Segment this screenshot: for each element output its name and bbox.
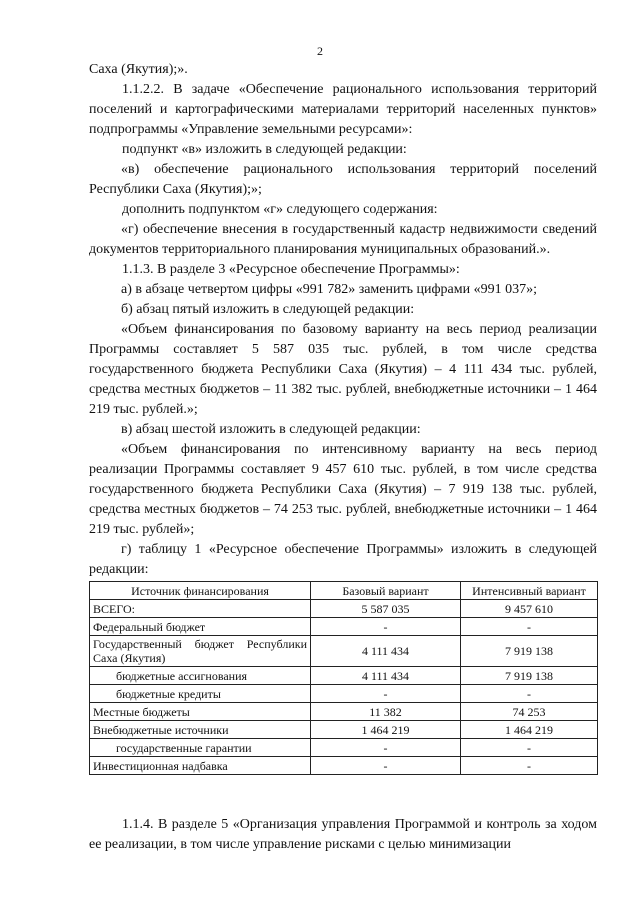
table-cell-base: - (311, 618, 461, 636)
table-header-base: Базовый вариант (311, 582, 461, 600)
table-cell-base: 4 111 434 (311, 667, 461, 685)
table-cell-source: бюджетные кредиты (90, 685, 311, 703)
spacer (89, 775, 597, 815)
funding-table (89, 581, 598, 775)
paragraph-1-1-2-2: 1.1.2.2. В задаче «Обеспечение рационального использования территорий поселений и картографическими материалами территорий населенных пунктов» подпрограммы «Управление земельными ресурсами»: (89, 82, 597, 137)
paragraph-subitem-v-text: «в) обеспечение рационального использования территорий поселений Республики Саха (Якутия);»; (89, 162, 597, 197)
table-cell-intensive: 9 457 610 (461, 600, 598, 618)
table-cell-intensive: 1 464 219 (461, 721, 598, 739)
paragraph-subitem-g-text: «г) обеспечение внесения в государственный кадастр недвижимости сведений документов территориального планирования муниципальных образований.». (89, 222, 597, 257)
table-cell-source: Инвестиционная надбавка (90, 757, 311, 775)
table-cell-base: 4 111 434 (311, 636, 461, 667)
paragraph-continuation: Саха (Якутия);». (89, 62, 188, 77)
paragraph-1-1-4: 1.1.4. В разделе 5 «Организация управления Программой и контроль за ходом ее реализации, в том числе управление рисками с целью минимизации (89, 817, 597, 852)
table-cell-intensive: 7 919 138 (461, 636, 598, 667)
table-row (90, 618, 598, 636)
paragraph-subitem-v-intro: подпункт «в» изложить в следующей редакции: (122, 142, 407, 157)
table-cell-intensive: - (461, 685, 598, 703)
table-cell-source: Местные бюджеты (90, 703, 311, 721)
table-cell-source: Внебюджетные источники (90, 721, 311, 739)
table-cell-source: бюджетные ассигнования (90, 667, 311, 685)
table-cell-intensive: - (461, 618, 598, 636)
paragraph-item-a: а) в абзаце четвертом цифры «991 782» заменить цифрами «991 037»; (121, 282, 538, 297)
table-cell-source: государственные гарантии (90, 739, 311, 757)
paragraph-intensive-funding: «Объем финансирования по интенсивному варианту на весь период реализации Программы составляет 9 457 610 тыс. рублей, в том числе средства государственного бюджета Республики Саха (Якутия) – 7 919 138 тыс. рублей, средства местных бюджетов – 74 253 тыс. рублей, внебюджетные источники – 1 464 219 тыс. рублей»; (89, 442, 597, 537)
document-body (89, 60, 597, 855)
table-cell-base: - (311, 757, 461, 775)
table-cell-source: Федеральный бюджет (90, 618, 311, 636)
page-number: 2 (317, 44, 323, 58)
paragraph-item-g: г) таблицу 1 «Ресурсное обеспечение Программы» изложить в следующей редакции: (89, 542, 597, 577)
table-row (90, 757, 598, 775)
table-cell-base: - (311, 685, 461, 703)
table-cell-base: 1 464 219 (311, 721, 461, 739)
table-row (90, 636, 598, 667)
table-header-source: Источник финансирования (90, 582, 311, 600)
paragraph-subitem-g-intro: дополнить подпунктом «г» следующего содержания: (122, 202, 438, 217)
paragraph-item-v: в) абзац шестой изложить в следующей редакции: (121, 422, 421, 437)
table-cell-intensive: - (461, 757, 598, 775)
paragraph-1-1-3: 1.1.3. В разделе 3 «Ресурсное обеспечение Программы»: (122, 262, 460, 277)
table-cell-intensive: - (461, 739, 598, 757)
table-cell-intensive: 7 919 138 (461, 667, 598, 685)
table-header-intensive: Интенсивный вариант (461, 582, 598, 600)
table-cell-source: Государственный бюджет Республики Саха (Якутия) (90, 636, 311, 667)
paragraph-item-b: б) абзац пятый изложить в следующей редакции: (121, 302, 415, 317)
table-row (90, 667, 598, 685)
table-cell-source: ВСЕГО: (90, 600, 311, 618)
table-cell-base: - (311, 739, 461, 757)
table-cell-base: 11 382 (311, 703, 461, 721)
paragraph-base-funding: «Объем финансирования по базовому варианту на весь период реализации Программы составляет 5 587 035 тыс. рублей, в том числе средства государственного бюджета Республики Саха (Якутия) – 4 111 434 тыс. рублей, средства местных бюджетов – 11 382 тыс. рублей, внебюджетные источники – 1 464 219 тыс. рублей.»; (89, 322, 597, 417)
table-row (90, 739, 598, 757)
table-cell-intensive: 74 253 (461, 703, 598, 721)
table-row (90, 685, 598, 703)
table-header-row (90, 582, 598, 600)
table-row (90, 721, 598, 739)
table-cell-base: 5 587 035 (311, 600, 461, 618)
table-row (90, 703, 598, 721)
table-row (90, 600, 598, 618)
